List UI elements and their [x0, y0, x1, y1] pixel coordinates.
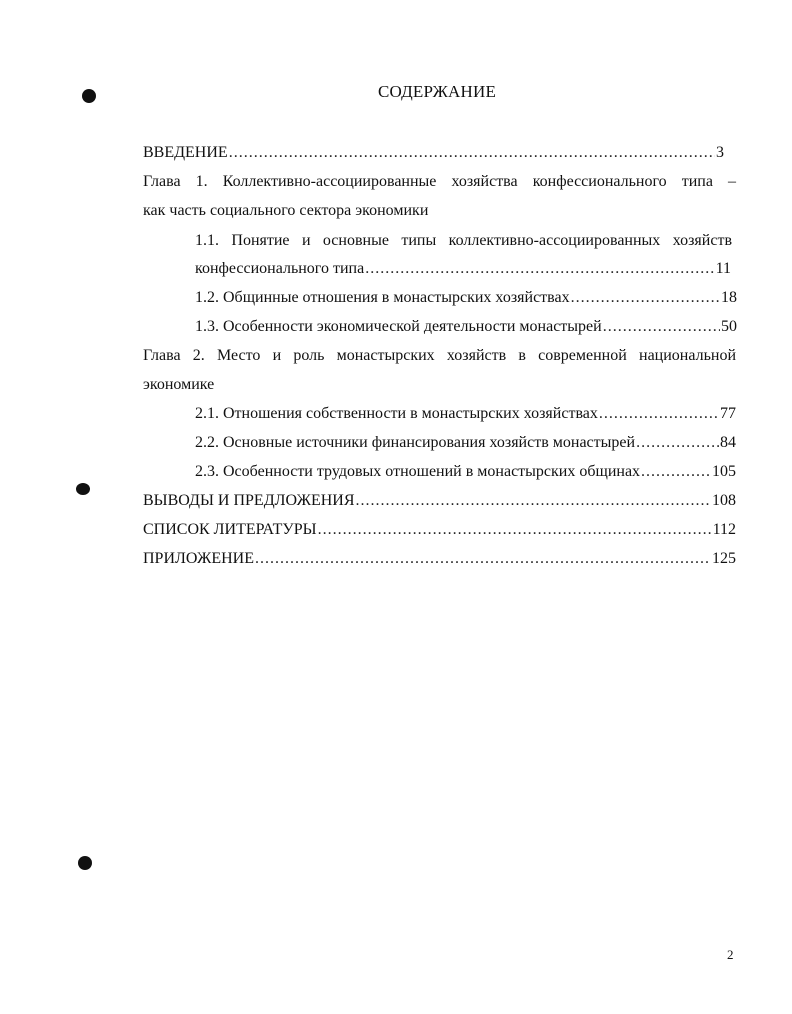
toc-entry-2-2 — [195, 433, 736, 453]
toc-entry-text: СПИСОК ЛИТЕРАТУРЫ — [143, 521, 317, 538]
dot-leader — [318, 520, 712, 540]
page-number: 2 — [727, 947, 734, 962]
toc-page-number: 125 — [712, 550, 736, 567]
toc-entry-2-3 — [195, 462, 736, 482]
toc-page-number: 112 — [712, 521, 736, 538]
toc-page-number: 50 — [721, 318, 737, 335]
dot-leader — [571, 288, 720, 308]
toc-entry-text: 1.2. Общинные отношения в монастырских хозяйствах — [195, 289, 570, 306]
dot-leader — [365, 259, 714, 279]
dot-leader — [603, 317, 720, 337]
toc-entry-text: ВВЕДЕНИЕ — [143, 144, 228, 161]
dot-leader — [636, 433, 719, 453]
toc-title: СОДЕРЖАНИЕ — [377, 82, 497, 101]
toc-entry-references — [143, 520, 736, 540]
dot-leader — [356, 491, 711, 511]
toc-entry-appendix — [143, 549, 736, 569]
chapter-2-heading-line-2: экономике — [143, 376, 215, 393]
toc-page-number: 77 — [720, 405, 736, 422]
toc-entry-1-2 — [195, 288, 737, 308]
toc-entry-text: конфессионального типа — [195, 260, 365, 277]
toc-page-number: 18 — [721, 289, 737, 306]
toc-page-number: 108 — [712, 492, 736, 509]
toc-entry-intro — [143, 143, 724, 163]
toc-entry-text: 2.1. Отношения собственности в монастырских хозяйствах — [195, 405, 598, 422]
toc-entry-text: ВЫВОДЫ И ПРЕДЛОЖЕНИЯ — [143, 492, 355, 509]
chapter-2-heading-line-1: Глава 2. Место и роль монастырских хозяйств в современной национальной — [143, 347, 736, 364]
toc-entry-text: 2.2. Основные источники финансирования хозяйств монастырей — [195, 434, 636, 451]
toc-entry-1-3 — [195, 317, 737, 337]
toc-entry-2-1 — [195, 404, 736, 424]
dot-leader — [229, 143, 715, 163]
toc-entry-text: 1.3. Особенности экономической деятельности монастырей — [195, 318, 602, 335]
toc-page-number: 84 — [720, 434, 736, 451]
toc-entry-1-1-line-1: 1.1. Понятие и основные типы коллективно-ассоциированных хозяйств — [195, 232, 732, 249]
binder-hole-mark-bottom — [78, 856, 92, 870]
toc-entry-text: ПРИЛОЖЕНИЕ — [143, 550, 255, 567]
toc-page-number: 11 — [715, 260, 731, 277]
toc-page-number: 3 — [716, 144, 724, 161]
dot-leader — [599, 404, 719, 424]
toc-entry-conclusions — [143, 491, 736, 511]
toc-entry-text: 2.3. Особенности трудовых отношений в монастырских общинах — [195, 463, 641, 480]
toc-page-number: 105 — [712, 463, 736, 480]
binder-hole-mark-middle — [76, 483, 90, 495]
dot-leader — [255, 549, 711, 569]
chapter-1-heading-line-1: Глава 1. Коллективно-ассоциированные хозяйства конфессионального типа – — [143, 173, 736, 190]
toc-entry-1-1 — [195, 259, 731, 279]
dot-leader — [641, 462, 711, 482]
chapter-1-heading-line-2: как часть социального сектора экономики — [143, 202, 429, 219]
